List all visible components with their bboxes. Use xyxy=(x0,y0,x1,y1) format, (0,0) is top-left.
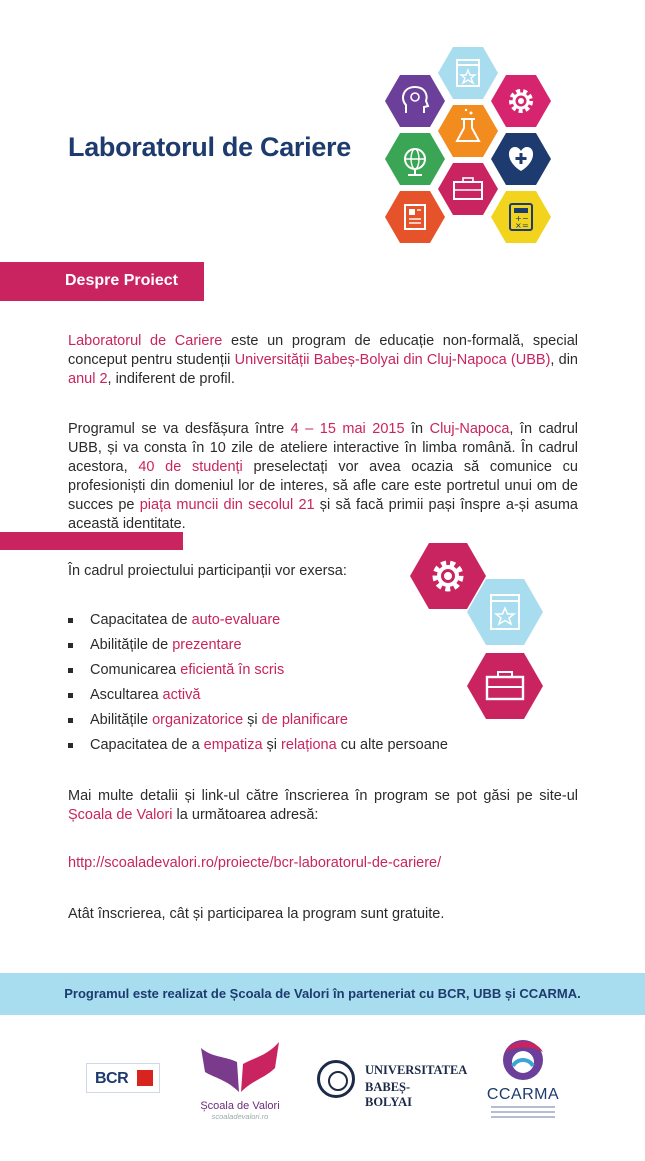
brain-head-icon xyxy=(385,75,445,127)
skill-highlight: de planificare xyxy=(261,712,348,728)
details-paragraph xyxy=(68,787,578,825)
list-item xyxy=(68,686,468,711)
text-run: , în cadrul UBB, și va consta în 10 zile de ateliere interactive în limba română. În cadrul acestora, xyxy=(68,421,578,475)
section-title: Despre Proiect xyxy=(65,272,178,289)
bullet-icon xyxy=(68,668,73,673)
hexagon-icon-cluster xyxy=(375,38,565,258)
intro-paragraph-1 xyxy=(68,332,578,389)
calculator-icon xyxy=(491,191,551,243)
document-icon xyxy=(385,191,445,243)
study-year: anul 2 xyxy=(68,371,108,387)
ccarma-logo xyxy=(483,1038,563,1133)
text-run: și xyxy=(243,712,262,728)
text-run: , din xyxy=(550,352,578,368)
bullet-icon xyxy=(68,718,73,723)
university-name: Universității Babeș-Bolyai din Cluj-Napoca (UBB) xyxy=(234,352,551,368)
text-run: Ascultarea xyxy=(90,687,163,703)
briefcase-icon xyxy=(438,163,498,215)
text-run: Capacitatea de xyxy=(90,612,192,628)
bcr-logo xyxy=(86,1063,160,1093)
ccarma-emblem-icon xyxy=(483,1038,563,1086)
list-item xyxy=(68,661,468,686)
sv-logo-name: Școala de Valori xyxy=(200,1100,280,1112)
program-city: Cluj-Napoca xyxy=(429,421,510,437)
program-url-link[interactable]: http://scoaladevalori.ro/proiecte/bcr-laboratorul-de-cariere/ xyxy=(68,855,442,871)
svg-text:−: − xyxy=(522,214,529,223)
text-run: Comunicarea xyxy=(90,662,181,678)
program-name: Laboratorul de Cariere xyxy=(68,333,223,349)
list-item xyxy=(68,611,468,636)
partners-text: Programul este realizat de Școala de Valori în parteneriat cu BCR, UBB și CCARMA. xyxy=(64,986,581,1001)
ubb-logo-line1: UNIVERSITATEA xyxy=(365,1063,468,1077)
text-run: Mai multe detalii și link-ul către înscrierea în program se pot găsi pe site-ul xyxy=(68,788,578,804)
list-item xyxy=(68,736,468,761)
text-run: Abilitățile xyxy=(90,712,153,728)
bcr-mark-icon xyxy=(137,1070,153,1086)
text-run: Programul se va desfășura între xyxy=(68,421,291,437)
bullet-icon xyxy=(68,743,73,748)
text-run: și xyxy=(262,737,282,753)
url-line xyxy=(68,854,578,873)
svg-text:+: + xyxy=(515,214,522,223)
text-run: este un program de educație non-formală, special conceput pentru studenții xyxy=(68,333,578,368)
skill-highlight: eficientă în scris xyxy=(180,662,285,678)
skill-highlight: empatiza xyxy=(203,737,263,753)
text-run: la următoarea adresă: xyxy=(172,807,319,823)
book-wings-icon xyxy=(195,1040,285,1098)
org-link[interactable]: Școala de Valori xyxy=(68,807,173,823)
intro-paragraph-2 xyxy=(68,420,578,534)
svg-text:×: × xyxy=(515,221,522,230)
ubb-logo-line2: BABEȘ-BOLYAI xyxy=(365,1080,413,1109)
ubb-seal-icon xyxy=(317,1060,355,1098)
briefcase-icon xyxy=(467,653,543,719)
divider-bar xyxy=(0,532,183,550)
bcr-logo-text: BCR xyxy=(95,1070,129,1087)
labor-market: piața muncii din secolul 21 xyxy=(139,497,315,513)
bullet-icon xyxy=(68,693,73,698)
skill-highlight: relaționa xyxy=(281,737,337,753)
svg-text:=: = xyxy=(522,221,529,230)
scoala-de-valori-logo xyxy=(195,1040,285,1120)
bullet-icon xyxy=(68,618,73,623)
list-item xyxy=(68,636,468,661)
skill-highlight: prezentare xyxy=(172,637,242,653)
text-run: preselectați vor avea ocazia să comunice cu profesioniști din domeniul lor de interes, să afle care este portretul unui om de succes pe xyxy=(68,459,578,513)
student-count: 40 de studenți xyxy=(138,459,243,475)
text-run: cu alte persoane xyxy=(336,737,448,753)
ubb-logo xyxy=(317,1060,468,1109)
gear-icon xyxy=(491,75,551,127)
ccarma-logo-text: CCARMA xyxy=(486,1086,560,1103)
skill-highlight: activă xyxy=(162,687,201,703)
bullet-icon xyxy=(68,643,73,648)
skills-lead: În cadrul proiectului participanții vor exersa: xyxy=(68,563,347,579)
section-banner xyxy=(0,262,204,301)
list-item xyxy=(68,711,468,736)
text-run: în xyxy=(404,421,430,437)
text-run: Abilitățile de xyxy=(90,637,173,653)
book-star-icon xyxy=(438,47,498,99)
sv-logo-url: scoaladevalori.ro xyxy=(211,1112,269,1121)
text-run: , indiferent de profil. xyxy=(107,371,235,387)
skill-highlight: organizatorice xyxy=(152,712,244,728)
globe-icon xyxy=(385,133,445,185)
flask-icon xyxy=(438,105,498,157)
free-note: Atât înscrierea, cât și participarea la program sunt gratuite. xyxy=(68,906,445,922)
program-dates: 4 – 15 mai 2015 xyxy=(290,421,405,437)
page-title: Laboratorul de Cariere xyxy=(68,132,351,162)
text-run: Capacitatea de a xyxy=(90,737,204,753)
partners-band xyxy=(0,973,645,1015)
heart-plus-icon xyxy=(491,133,551,185)
ccarma-subtext-lines xyxy=(491,1106,555,1120)
skills-list xyxy=(68,611,468,761)
skill-highlight: auto-evaluare xyxy=(191,612,281,628)
text-run: și să facă primii pași înspre a-și asuma această identitate. xyxy=(68,497,578,532)
